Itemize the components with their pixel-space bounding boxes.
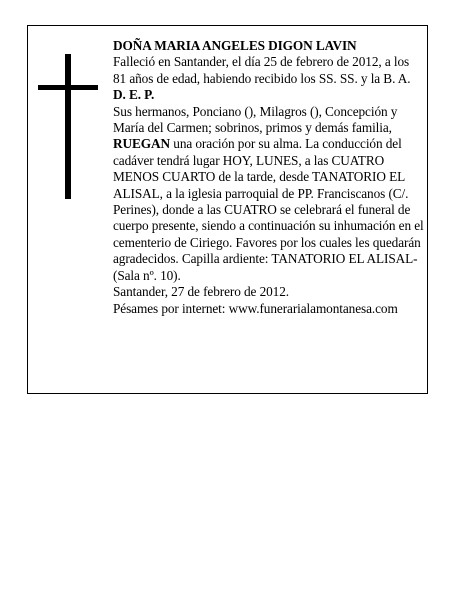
cross-vertical-bar [65,54,71,199]
obituary-notice [27,25,428,394]
deceased-name: DOÑA MARIA ANGELES DIGON LAVIN [113,38,357,53]
ruegan-word: RUEGAN [113,136,171,152]
notice-date: Santander, 27 de febrero de 2012. [113,284,289,300]
dep-heading: D. E. P. [113,87,155,103]
notice-text [113,38,425,317]
condolences-line: Pésames por internet: www.funerarialamontanesa.com [113,300,398,316]
latin-cross-icon [38,54,98,199]
family-paragraph [113,104,425,284]
request-text: una oración por su alma. La conducción del cadáver tendrá lugar HOY, LUNES, a las CUATRO MENOS CUARTO de la tarde, desde TANATORIO EL ALISAL, a la iglesia parroquial de PP. Franciscanos (C/. Perines), donde a las CUATRO se celebrará el funeral de cuerpo presente, siendo a continuación su inhumación en el cementerio de Ciriego. Favores por los cuales les quedarán agradecidos. Capilla ardiente: TANATORIO EL ALISAL-(Sala nº. 10). [113,136,424,283]
cross-horizontal-bar [38,85,98,90]
death-details: Falleció en Santander, el día 25 de febrero de 2012, a los 81 años de edad, habiendo recibido los SS. SS. y la B. A. [113,54,411,86]
family-text: Sus hermanos, Ponciano (), Milagros (), Concepción y María del Carmen; sobrinos, primos y demás familia, [113,103,398,136]
